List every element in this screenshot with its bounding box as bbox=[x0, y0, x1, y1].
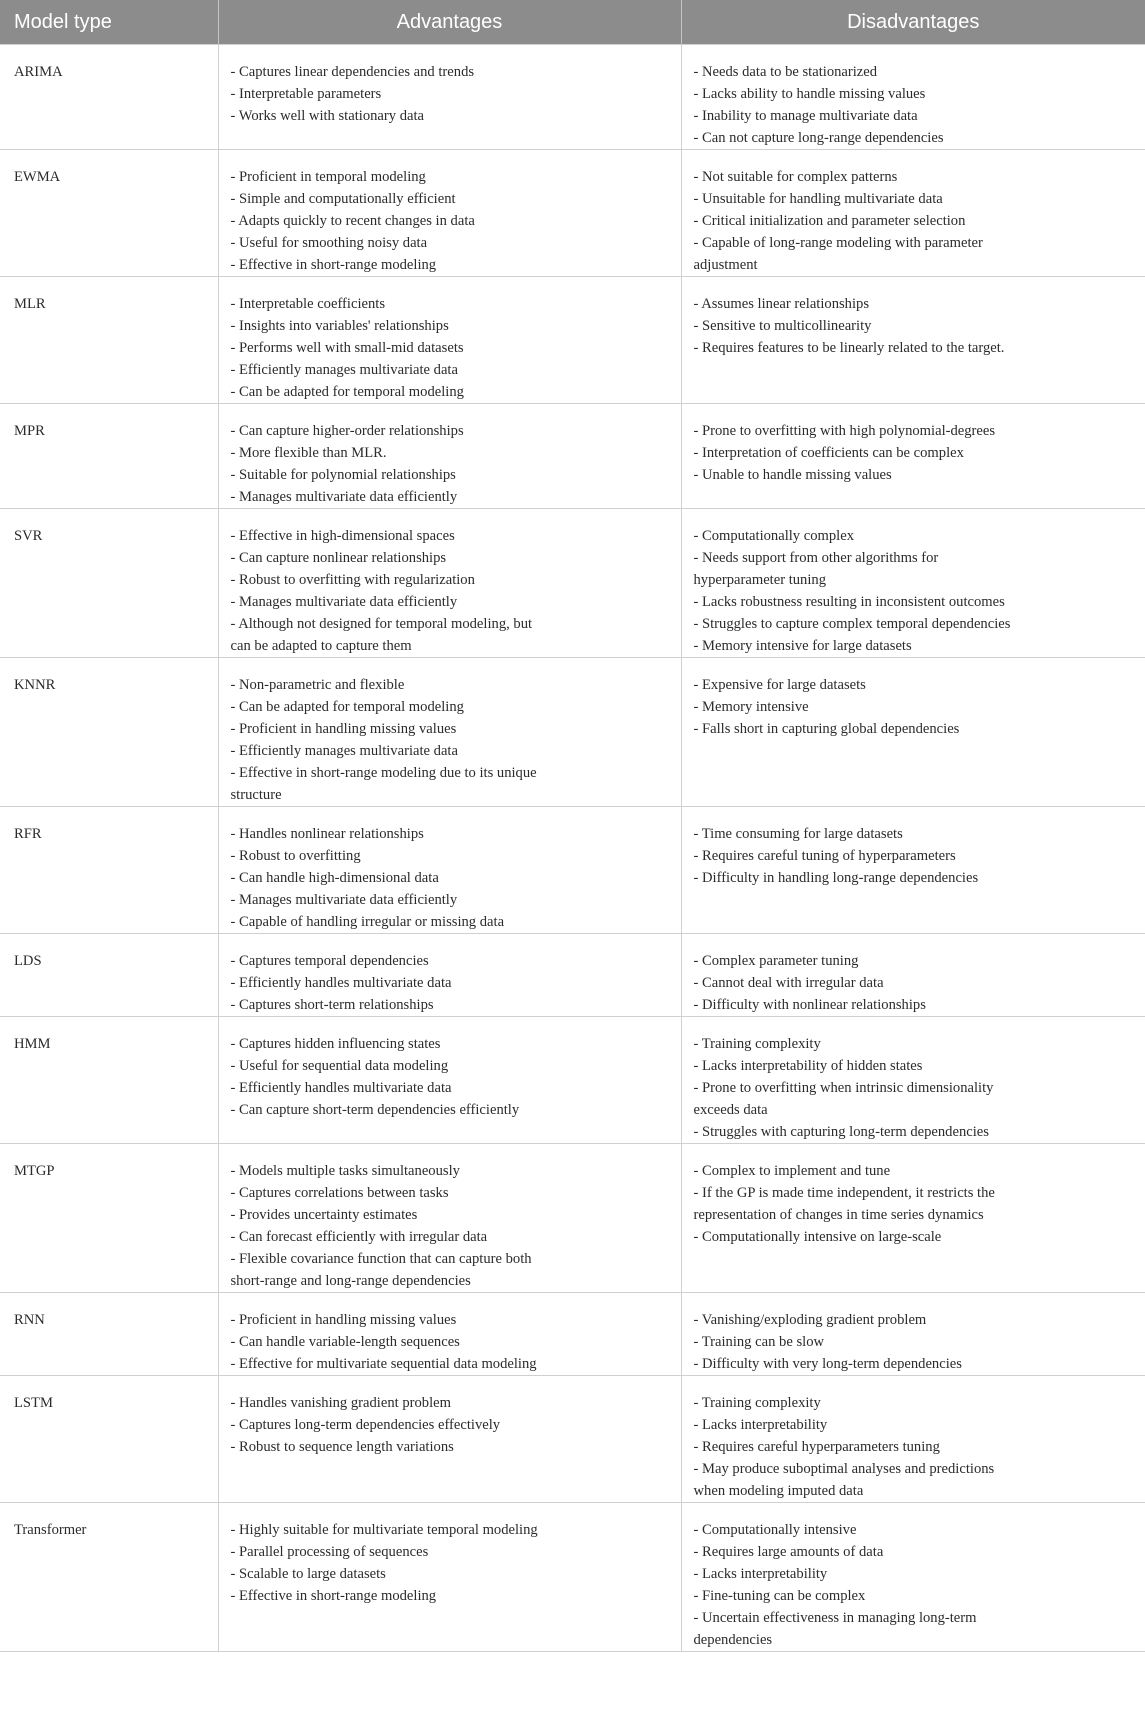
column-header-model-type: Model type bbox=[0, 0, 218, 45]
disadvantage-line: - Memory intensive bbox=[693, 699, 809, 715]
advantage-line: - Handles vanishing gradient problem bbox=[230, 1395, 451, 1411]
disadvantage-line: - Requires careful tuning of hyperparameters bbox=[693, 848, 956, 864]
disadvantage-line: - Requires features to be linearly related to the target. bbox=[693, 340, 1005, 356]
advantage-line: - More flexible than MLR. bbox=[230, 445, 387, 461]
disadvantage-line: dependencies bbox=[693, 1632, 773, 1648]
disadvantage-line: - Computationally intensive bbox=[693, 1522, 857, 1538]
advantage-line: - Provides uncertainty estimates bbox=[230, 1207, 418, 1223]
disadvantage-line: - Inability to manage multivariate data bbox=[693, 108, 918, 124]
advantage-line: - Although not designed for temporal modeling, but bbox=[230, 616, 533, 632]
disadvantage-line: - Complex to implement and tune bbox=[693, 1163, 891, 1179]
disadvantage-line: - Computationally intensive on large-scale bbox=[693, 1229, 942, 1245]
advantage-line: - Parallel processing of sequences bbox=[230, 1544, 429, 1560]
disadvantage-line: - Can not capture long-range dependencies bbox=[693, 130, 944, 146]
table-row bbox=[0, 150, 1145, 277]
disadvantage-line: when modeling imputed data bbox=[693, 1483, 864, 1499]
disadvantage-line: - Prone to overfitting when intrinsic dimensionality bbox=[693, 1080, 994, 1096]
disadvantage-line: - Sensitive to multicollinearity bbox=[693, 318, 872, 334]
advantage-line: - Captures temporal dependencies bbox=[230, 953, 429, 969]
disadvantage-line: - Cannot deal with irregular data bbox=[693, 975, 884, 991]
table-body bbox=[0, 45, 1145, 1652]
advantage-line: - Captures linear dependencies and trends bbox=[230, 64, 475, 80]
table-row bbox=[0, 1017, 1145, 1144]
advantages-cell bbox=[218, 150, 681, 277]
model-type-cell: MLR bbox=[0, 277, 218, 404]
disadvantage-line: - Computationally complex bbox=[693, 528, 855, 544]
advantage-line: - Robust to overfitting with regularization bbox=[230, 572, 475, 588]
disadvantage-line: - Lacks interpretability bbox=[693, 1417, 828, 1433]
advantage-line: - Highly suitable for multivariate temporal modeling bbox=[230, 1522, 538, 1538]
disadvantages-cell bbox=[681, 1503, 1145, 1652]
disadvantages-cell bbox=[681, 1376, 1145, 1503]
advantage-line: - Effective in high-dimensional spaces bbox=[230, 528, 455, 544]
table-row bbox=[0, 1293, 1145, 1376]
model-type-cell: MTGP bbox=[0, 1144, 218, 1293]
table-row bbox=[0, 404, 1145, 509]
disadvantages-cell bbox=[681, 1144, 1145, 1293]
disadvantage-line: - Uncertain effectiveness in managing long-term bbox=[693, 1610, 977, 1626]
advantage-line: - Manages multivariate data efficiently bbox=[230, 594, 458, 610]
table-row bbox=[0, 1376, 1145, 1503]
disadvantage-line: representation of changes in time series dynamics bbox=[693, 1207, 984, 1223]
advantage-line: - Scalable to large datasets bbox=[230, 1566, 386, 1582]
advantage-line: - Useful for sequential data modeling bbox=[230, 1058, 449, 1074]
advantage-line: - Manages multivariate data efficiently bbox=[230, 489, 458, 505]
advantage-line: short-range and long-range dependencies bbox=[230, 1273, 471, 1289]
advantage-line: - Interpretable coefficients bbox=[230, 296, 386, 312]
disadvantage-line: - Lacks ability to handle missing values bbox=[693, 86, 926, 102]
advantage-line: - Proficient in handling missing values bbox=[230, 1312, 457, 1328]
disadvantage-line: - Complex parameter tuning bbox=[693, 953, 859, 969]
disadvantage-line: - Training can be slow bbox=[693, 1334, 825, 1350]
advantages-cell bbox=[218, 277, 681, 404]
table-row bbox=[0, 658, 1145, 807]
disadvantages-cell bbox=[681, 934, 1145, 1017]
advantage-line: - Efficiently handles multivariate data bbox=[230, 1080, 452, 1096]
disadvantage-line: - Assumes linear relationships bbox=[693, 296, 870, 312]
disadvantage-line: - Difficulty in handling long-range dependencies bbox=[693, 870, 979, 886]
disadvantage-line: - May produce suboptimal analyses and predictions bbox=[693, 1461, 995, 1477]
advantages-cell bbox=[218, 1376, 681, 1503]
advantage-line: - Suitable for polynomial relationships bbox=[230, 467, 456, 483]
table-row bbox=[0, 277, 1145, 404]
advantage-line: - Manages multivariate data efficiently bbox=[230, 892, 458, 908]
disadvantages-cell bbox=[681, 150, 1145, 277]
table-row bbox=[0, 45, 1145, 150]
column-header-advantages: Advantages bbox=[218, 0, 681, 45]
disadvantage-line: - Unsuitable for handling multivariate data bbox=[693, 191, 943, 207]
header-row bbox=[0, 0, 1145, 45]
advantage-line: - Captures short-term relationships bbox=[230, 997, 434, 1013]
disadvantage-line: - Vanishing/exploding gradient problem bbox=[693, 1312, 927, 1328]
disadvantage-line: - Struggles to capture complex temporal dependencies bbox=[693, 616, 1011, 632]
model-type-cell: SVR bbox=[0, 509, 218, 658]
disadvantage-line: hyperparameter tuning bbox=[693, 572, 827, 588]
advantages-cell bbox=[218, 404, 681, 509]
advantage-line: - Captures hidden influencing states bbox=[230, 1036, 441, 1052]
disadvantage-line: - Lacks interpretability of hidden states bbox=[693, 1058, 923, 1074]
disadvantage-line: - Fine-tuning can be complex bbox=[693, 1588, 866, 1604]
disadvantage-line: - Needs data to be stationarized bbox=[693, 64, 878, 80]
advantage-line: - Can forecast efficiently with irregular data bbox=[230, 1229, 488, 1245]
advantages-cell bbox=[218, 509, 681, 658]
advantages-cell bbox=[218, 1293, 681, 1376]
model-type-cell: HMM bbox=[0, 1017, 218, 1144]
disadvantage-line: - Not suitable for complex patterns bbox=[693, 169, 898, 185]
model-type-cell: ARIMA bbox=[0, 45, 218, 150]
table-row bbox=[0, 1503, 1145, 1652]
disadvantage-line: adjustment bbox=[693, 257, 758, 273]
advantage-line: - Simple and computationally efficient bbox=[230, 191, 456, 207]
advantage-line: - Efficiently manages multivariate data bbox=[230, 362, 458, 378]
advantage-line: - Can be adapted for temporal modeling bbox=[230, 384, 464, 400]
model-type-cell: RFR bbox=[0, 807, 218, 934]
advantage-line: - Non-parametric and flexible bbox=[230, 677, 405, 693]
advantages-cell bbox=[218, 1144, 681, 1293]
disadvantage-line: - Interpretation of coefficients can be complex bbox=[693, 445, 964, 461]
advantages-cell bbox=[218, 1503, 681, 1652]
disadvantage-line: exceeds data bbox=[693, 1102, 768, 1118]
advantage-line: - Interpretable parameters bbox=[230, 86, 382, 102]
advantage-line: - Capable of handling irregular or missing data bbox=[230, 914, 505, 930]
model-type-cell: RNN bbox=[0, 1293, 218, 1376]
advantage-line: - Can handle high-dimensional data bbox=[230, 870, 439, 886]
disadvantage-line: - Memory intensive for large datasets bbox=[693, 638, 912, 654]
disadvantage-line: - Requires large amounts of data bbox=[693, 1544, 884, 1560]
model-type-cell: EWMA bbox=[0, 150, 218, 277]
disadvantages-cell bbox=[681, 45, 1145, 150]
advantage-line: - Efficiently manages multivariate data bbox=[230, 743, 458, 759]
advantages-cell bbox=[218, 934, 681, 1017]
advantage-line: - Models multiple tasks simultaneously bbox=[230, 1163, 460, 1179]
disadvantages-cell bbox=[681, 1017, 1145, 1144]
advantage-line: - Can capture short-term dependencies efficiently bbox=[230, 1102, 520, 1118]
disadvantage-line: - Critical initialization and parameter selection bbox=[693, 213, 966, 229]
disadvantage-line: - Lacks robustness resulting in inconsistent outcomes bbox=[693, 594, 1005, 610]
disadvantage-line: - Expensive for large datasets bbox=[693, 677, 866, 693]
advantage-line: - Effective in short-range modeling bbox=[230, 1588, 437, 1604]
table-header bbox=[0, 0, 1145, 45]
advantages-cell bbox=[218, 807, 681, 934]
advantage-line: can be adapted to capture them bbox=[230, 638, 412, 654]
advantages-cell bbox=[218, 45, 681, 150]
table-row bbox=[0, 934, 1145, 1017]
table-row bbox=[0, 1144, 1145, 1293]
advantage-line: - Efficiently handles multivariate data bbox=[230, 975, 452, 991]
disadvantage-line: - Struggles with capturing long-term dependencies bbox=[693, 1124, 989, 1140]
advantage-line: - Adapts quickly to recent changes in data bbox=[230, 213, 475, 229]
disadvantage-line: - Lacks interpretability bbox=[693, 1566, 828, 1582]
advantage-line: - Effective in short-range modeling due to its unique bbox=[230, 765, 537, 781]
disadvantage-line: - Time consuming for large datasets bbox=[693, 826, 903, 842]
advantage-line: - Can capture higher-order relationships bbox=[230, 423, 464, 439]
advantage-line: - Can capture nonlinear relationships bbox=[230, 550, 447, 566]
model-type-cell: Transformer bbox=[0, 1503, 218, 1652]
advantage-line: - Robust to overfitting bbox=[230, 848, 361, 864]
disadvantage-line: - Prone to overfitting with high polynomial-degrees bbox=[693, 423, 996, 439]
disadvantages-cell bbox=[681, 509, 1145, 658]
disadvantages-cell bbox=[681, 277, 1145, 404]
disadvantages-cell bbox=[681, 658, 1145, 807]
disadvantages-cell bbox=[681, 404, 1145, 509]
advantage-line: - Handles nonlinear relationships bbox=[230, 826, 424, 842]
advantage-line: - Flexible covariance function that can capture both bbox=[230, 1251, 532, 1267]
disadvantages-cell bbox=[681, 1293, 1145, 1376]
advantage-line: - Can handle variable-length sequences bbox=[230, 1334, 460, 1350]
column-header-disadvantages: Disadvantages bbox=[681, 0, 1145, 45]
advantage-line: - Can be adapted for temporal modeling bbox=[230, 699, 464, 715]
disadvantage-line: - Unable to handle missing values bbox=[693, 467, 892, 483]
disadvantage-line: - If the GP is made time independent, it restricts the bbox=[693, 1185, 995, 1201]
advantage-line: - Effective for multivariate sequential data modeling bbox=[230, 1356, 537, 1372]
advantage-line: - Proficient in temporal modeling bbox=[230, 169, 426, 185]
advantage-line: - Robust to sequence length variations bbox=[230, 1439, 454, 1455]
disadvantage-line: - Difficulty with very long-term dependencies bbox=[693, 1356, 962, 1372]
disadvantage-line: - Needs support from other algorithms for bbox=[693, 550, 939, 566]
advantage-line: - Insights into variables' relationships bbox=[230, 318, 449, 334]
disadvantage-line: - Falls short in capturing global dependencies bbox=[693, 721, 960, 737]
model-type-cell: LDS bbox=[0, 934, 218, 1017]
advantage-line: structure bbox=[230, 787, 282, 803]
disadvantage-line: - Training complexity bbox=[693, 1036, 821, 1052]
advantages-cell bbox=[218, 1017, 681, 1144]
disadvantages-cell bbox=[681, 807, 1145, 934]
advantage-line: - Captures correlations between tasks bbox=[230, 1185, 449, 1201]
advantage-line: - Useful for smoothing noisy data bbox=[230, 235, 428, 251]
table-row bbox=[0, 807, 1145, 934]
disadvantage-line: - Capable of long-range modeling with parameter bbox=[693, 235, 983, 251]
advantage-line: - Works well with stationary data bbox=[230, 108, 425, 124]
advantage-line: - Effective in short-range modeling bbox=[230, 257, 437, 273]
advantage-line: - Performs well with small-mid datasets bbox=[230, 340, 464, 356]
advantage-line: - Captures long-term dependencies effectively bbox=[230, 1417, 501, 1433]
advantages-cell bbox=[218, 658, 681, 807]
table-row bbox=[0, 509, 1145, 658]
model-type-cell: LSTM bbox=[0, 1376, 218, 1503]
disadvantage-line: - Requires careful hyperparameters tuning bbox=[693, 1439, 940, 1455]
disadvantage-line: - Training complexity bbox=[693, 1395, 821, 1411]
disadvantage-line: - Difficulty with nonlinear relationships bbox=[693, 997, 926, 1013]
model-type-cell: MPR bbox=[0, 404, 218, 509]
advantage-line: - Proficient in handling missing values bbox=[230, 721, 457, 737]
model-type-cell: KNNR bbox=[0, 658, 218, 807]
